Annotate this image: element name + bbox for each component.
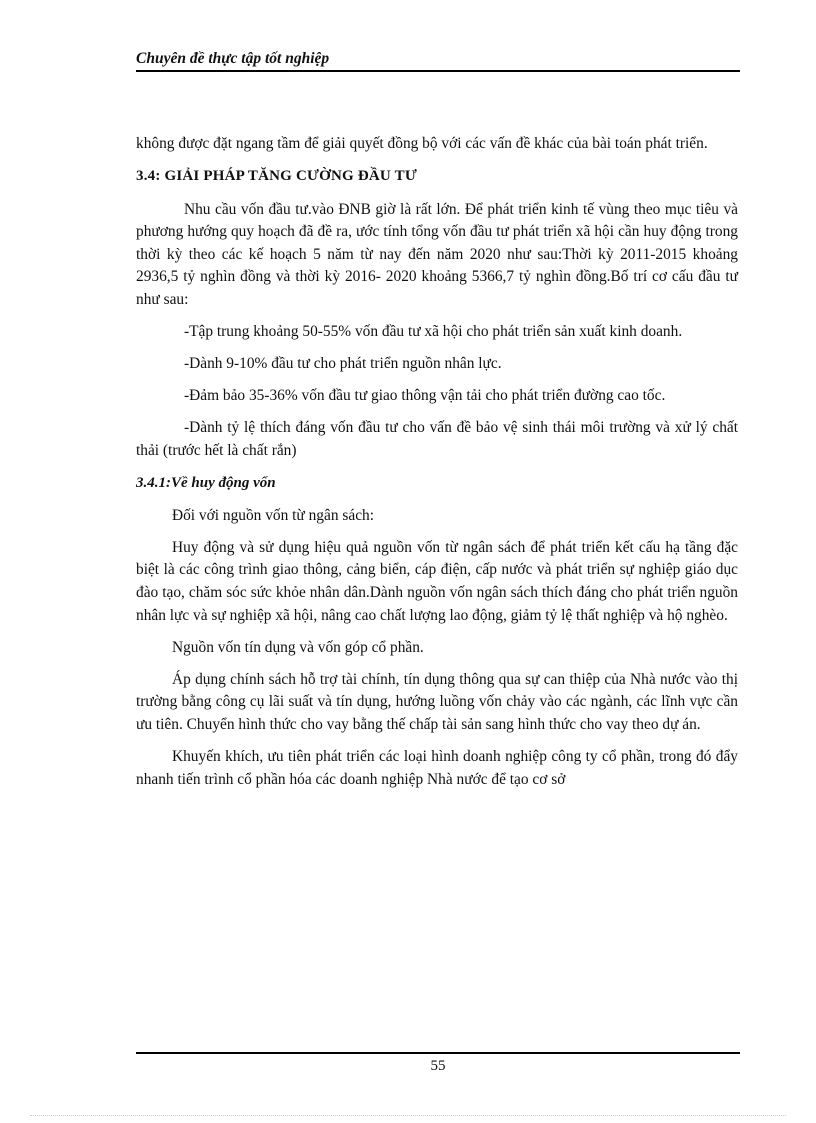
paragraph-continuation: không được đặt ngang tầm để giải quyết đồng bộ với các vấn đề khác của bài toán phát triển. (136, 135, 708, 152)
paragraph-credit-source: Nguồn vốn tín dụng và vốn góp cổ phần. (172, 638, 424, 656)
running-header: Chuyên đề thực tập tốt nghiệp (136, 50, 330, 67)
bullet-transport: -Đảm bảo 35-36% vốn đầu tư giao thông vận tải cho phát triển đường cao tốc. (184, 387, 666, 405)
paragraph-capital-needs: Nhu cầu vốn đầu tư.vào ĐNB giờ là rất lớn. Để phát triển kinh tế vùng theo mục tiêu và phương hướng quy hoạch đã đề ra, ước tính tổng vốn đầu tư phát triển xã hội cần huy động trong thời kỳ theo các kế hoạch 5 năm từ nay đến năm 2020 như sau:Thời kỳ 2011-2015 khoảng 2936,5 tỷ nghìn đồng và thời kỳ 2016- 2020 khoảng 5366,7 tỷ nghìn đồng.Bố trí cơ cấu đầu tư như sau: (136, 200, 738, 309)
paragraph-joint-stock: Khuyến khích, ưu tiên phát triển các loại hình doanh nghiệp công ty cổ phần, trong đó đẩy nhanh tiến trình cổ phần hóa các doanh nghiệp Nhà nước để tạo cơ sở (136, 748, 738, 788)
paragraph-credit-policy: Áp dụng chính sách hỗ trợ tài chính, tín dụng thông qua sự can thiệp của Nhà nước vào thị trường bằng công cụ lãi suất và tín dụng, hướng luồng vốn chảy vào các ngành, các lĩnh vực cần ưu tiên. Chuyển hình thức cho vay bằng thế chấp tài sản sang hình thức cho vay theo dự án. (136, 670, 738, 733)
section-heading: 3.4: GIẢI PHÁP TĂNG CƯỜNG ĐẦU TƯ (136, 168, 417, 185)
footer-rule (136, 1052, 740, 1054)
paragraph-budget-source: Đối với nguồn vốn từ ngân sách: (172, 506, 375, 524)
bullet-production: -Tập trung khoảng 50-55% vốn đầu tư xã hội cho phát triển sản xuất kinh doanh. (184, 323, 683, 341)
page-body (136, 133, 738, 801)
paragraph-budget-usage: Huy động và sử dụng hiệu quả nguồn vốn từ ngân sách để phát triển kết cấu hạ tầng đặc biệt là các công trình giao thông, cảng biển, cáp điện, cấp nước và phát triển sự nghiệp giáo dục đào tạo, chăm sóc sức khỏe nhân dân.Dành nguồn vốn ngân sách thích đáng cho phát triển nguồn nhân lực và sự nghiệp xã hội, nâng cao chất lượng lao động, giảm tỷ lệ thất nghiệp và hộ nghèo. (136, 538, 738, 624)
bullet-human-resources: -Dành 9-10% đầu tư cho phát triển nguồn nhân lực. (184, 355, 502, 373)
header-rule (136, 70, 740, 72)
page-edge-dots (30, 1115, 786, 1116)
subsection-heading: 3.4.1:Về huy động vốn (136, 475, 276, 492)
bullet-environment: -Dành tỷ lệ thích đáng vốn đầu tư cho vấn đề bảo vệ sinh thái môi trường và xử lý chất thải (trước hết là chất rắn) (136, 419, 738, 460)
page-number: 55 (430, 1058, 446, 1074)
